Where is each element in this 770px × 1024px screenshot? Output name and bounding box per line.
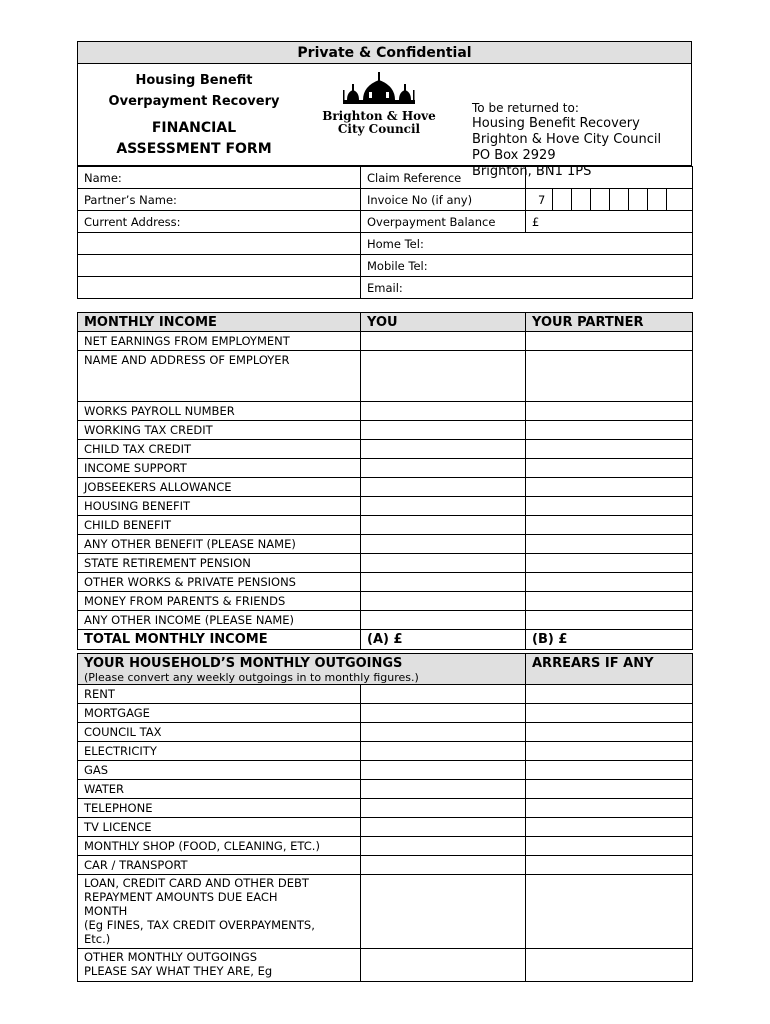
monthly-income-table xyxy=(77,312,693,650)
outgoing-amount-field[interactable] xyxy=(361,742,526,761)
you-amount-field[interactable] xyxy=(361,459,526,478)
claim-reference-label: Claim Reference xyxy=(361,167,526,189)
you-amount-field[interactable] xyxy=(361,535,526,554)
arrears-amount-field[interactable] xyxy=(526,818,693,837)
partner-amount-field[interactable] xyxy=(526,497,693,516)
income-row-label: JOBSEEKERS ALLOWANCE xyxy=(78,478,361,497)
arrears-amount-field[interactable] xyxy=(526,837,693,856)
outgoing-row-label: WATER xyxy=(78,780,361,799)
partner-amount-field[interactable] xyxy=(526,516,693,535)
loan-label-line: LOAN, CREDIT CARD AND OTHER DEBT xyxy=(84,876,309,890)
form-sheet xyxy=(77,41,692,982)
partner-amount-field[interactable] xyxy=(526,535,693,554)
outgoing-row-label: COUNCIL TAX xyxy=(78,723,361,742)
return-label: To be returned to: xyxy=(472,101,579,115)
income-row-label: WORKING TAX CREDIT xyxy=(78,421,361,440)
return-line: PO Box 2929 xyxy=(472,148,556,163)
department-block xyxy=(78,70,310,160)
total-partner-field[interactable]: (B) £ xyxy=(526,630,693,650)
arrears-amount-field[interactable] xyxy=(526,761,693,780)
outgoing-amount-field[interactable] xyxy=(361,949,526,982)
partner-amount-field[interactable] xyxy=(526,421,693,440)
outgoing-row-label: ELECTRICITY xyxy=(78,742,361,761)
income-row-label: INCOME SUPPORT xyxy=(78,459,361,478)
other-label-line: OTHER MONTHLY OUTGOINGS xyxy=(84,950,258,964)
total-you-field[interactable]: (A) £ xyxy=(361,630,526,650)
income-row-label: HOUSING BENEFIT xyxy=(78,497,361,516)
outgoing-row-label: CAR / TRANSPORT xyxy=(78,856,361,875)
outgoing-amount-field[interactable] xyxy=(361,875,526,949)
you-amount-field[interactable] xyxy=(361,332,526,351)
arrears-amount-field[interactable] xyxy=(526,875,693,949)
claimant-details-table xyxy=(77,166,693,299)
pavilion-icon xyxy=(339,70,419,106)
arrears-amount-field[interactable] xyxy=(526,856,693,875)
partner-amount-field[interactable] xyxy=(526,554,693,573)
arrears-header: ARREARS IF ANY xyxy=(526,654,693,685)
council-logo xyxy=(322,70,436,136)
arrears-amount-field[interactable] xyxy=(526,704,693,723)
loan-label-line: Etc.) xyxy=(84,932,111,946)
logo-text-line-1: Brighton & Hove xyxy=(322,109,436,123)
arrears-amount-field[interactable] xyxy=(526,685,693,704)
you-amount-field[interactable] xyxy=(361,516,526,535)
outgoing-amount-field[interactable] xyxy=(361,818,526,837)
address-line-field[interactable] xyxy=(78,233,361,255)
arrears-amount-field[interactable] xyxy=(526,949,693,982)
arrears-amount-field[interactable] xyxy=(526,799,693,818)
income-row-label: CHILD BENEFIT xyxy=(78,516,361,535)
arrears-amount-field[interactable] xyxy=(526,742,693,761)
address-line-field[interactable] xyxy=(78,277,361,299)
invoice-label: Invoice No (if any) xyxy=(361,189,526,211)
you-amount-field[interactable] xyxy=(361,573,526,592)
home-tel-field[interactable]: Home Tel: xyxy=(361,233,693,255)
income-header: MONTHLY INCOME xyxy=(78,313,361,332)
income-row-label: ANY OTHER BENEFIT (PLEASE NAME) xyxy=(78,535,361,554)
outgoing-row-label: MONTHLY SHOP (FOOD, CLEANING, ETC.) xyxy=(78,837,361,856)
income-row-label: STATE RETIREMENT PENSION xyxy=(78,554,361,573)
outgoing-row-label: MORTGAGE xyxy=(78,704,361,723)
email-field[interactable]: Email: xyxy=(361,277,693,299)
outgoing-row-label: TV LICENCE xyxy=(78,818,361,837)
partner-amount-field[interactable] xyxy=(526,592,693,611)
form-title-line-1: FINANCIAL xyxy=(151,120,237,136)
you-header: YOU xyxy=(361,313,526,332)
partner-amount-field[interactable] xyxy=(526,402,693,421)
logo-text-line-2: City Council xyxy=(337,122,421,136)
invoice-digit-box[interactable] xyxy=(572,189,591,210)
address-line-field[interactable] xyxy=(78,255,361,277)
dept-line-2: Overpayment Recovery xyxy=(108,94,280,109)
invoice-digit-box[interactable] xyxy=(648,189,667,210)
income-row-label: OTHER WORKS & PRIVATE PENSIONS xyxy=(78,573,361,592)
outgoing-row-label: RENT xyxy=(78,685,361,704)
invoice-digit-box[interactable] xyxy=(591,189,610,210)
loan-label-line: REPAYMENT AMOUNTS DUE EACH xyxy=(84,890,278,904)
outgoing-amount-field[interactable] xyxy=(361,837,526,856)
you-amount-field[interactable] xyxy=(361,554,526,573)
other-outgoings-label xyxy=(78,949,361,982)
you-amount-field[interactable] xyxy=(361,478,526,497)
partner-amount-field[interactable] xyxy=(526,351,693,402)
invoice-number-boxes[interactable] xyxy=(526,189,693,211)
outgoings-subtitle: (Please convert any weekly outgoings in to monthly figures.) xyxy=(84,671,419,684)
income-row-label: NET EARNINGS FROM EMPLOYMENT xyxy=(78,332,361,351)
mobile-tel-field[interactable]: Mobile Tel: xyxy=(361,255,693,277)
return-line: Brighton & Hove City Council xyxy=(472,132,662,147)
you-amount-field[interactable] xyxy=(361,592,526,611)
income-row-label: MONEY FROM PARENTS & FRIENDS xyxy=(78,592,361,611)
partner-amount-field[interactable] xyxy=(526,332,693,351)
income-row-label: CHILD TAX CREDIT xyxy=(78,440,361,459)
outgoing-amount-field[interactable] xyxy=(361,780,526,799)
you-amount-field[interactable] xyxy=(361,421,526,440)
arrears-amount-field[interactable] xyxy=(526,723,693,742)
income-row-label: ANY OTHER INCOME (PLEASE NAME) xyxy=(78,611,361,630)
banner-table xyxy=(77,41,692,64)
loan-label-line: MONTH xyxy=(84,904,128,918)
outgoing-amount-field[interactable] xyxy=(361,799,526,818)
invoice-prefix: 7 xyxy=(532,189,553,210)
outgoing-amount-field[interactable] xyxy=(361,761,526,780)
form-title-line-2: ASSESSMENT FORM xyxy=(116,141,272,157)
income-row-label: WORKS PAYROLL NUMBER xyxy=(78,402,361,421)
return-line: Brighton, BN1 1PS xyxy=(472,164,592,179)
current-address-field[interactable]: Current Address: xyxy=(78,211,361,233)
monthly-outgoings-table xyxy=(77,653,693,982)
total-income-label: TOTAL MONTHLY INCOME xyxy=(78,630,361,650)
outgoings-header xyxy=(78,654,526,685)
return-address xyxy=(472,100,661,180)
other-label-line: PLEASE SAY WHAT THEY ARE, Eg xyxy=(84,964,273,978)
you-amount-field[interactable] xyxy=(361,402,526,421)
outgoing-row-label: TELEPHONE xyxy=(78,799,361,818)
partner-header: YOUR PARTNER xyxy=(526,313,693,332)
outgoing-amount-field[interactable] xyxy=(361,685,526,704)
income-row-label: NAME AND ADDRESS OF EMPLOYER xyxy=(78,351,361,402)
you-amount-field[interactable] xyxy=(361,497,526,516)
banner-title: Private & Confidential xyxy=(78,42,692,64)
invoice-digit-box[interactable] xyxy=(553,189,572,210)
outgoing-amount-field[interactable] xyxy=(361,723,526,742)
balance-label: Overpayment Balance xyxy=(361,211,526,233)
outgoings-title: YOUR HOUSEHOLD’S MONTHLY OUTGOINGS xyxy=(84,656,403,671)
invoice-digit-box[interactable] xyxy=(610,189,629,210)
return-line: Housing Benefit Recovery xyxy=(472,116,640,131)
partner-name-field[interactable]: Partner’s Name: xyxy=(78,189,361,211)
invoice-digit-box[interactable] xyxy=(667,189,686,210)
partner-amount-field[interactable] xyxy=(526,478,693,497)
arrears-amount-field[interactable] xyxy=(526,780,693,799)
you-amount-field[interactable] xyxy=(361,351,526,402)
loan-label-line: (Eg FINES, TAX CREDIT OVERPAYMENTS, xyxy=(84,918,315,932)
you-amount-field[interactable] xyxy=(361,440,526,459)
partner-amount-field[interactable] xyxy=(526,573,693,592)
dept-line-1: Housing Benefit xyxy=(135,73,253,88)
balance-field[interactable]: £ xyxy=(526,211,693,233)
partner-amount-field[interactable] xyxy=(526,459,693,478)
name-field[interactable]: Name: xyxy=(78,167,361,189)
you-amount-field[interactable] xyxy=(361,611,526,630)
outgoing-row-label: GAS xyxy=(78,761,361,780)
partner-amount-field[interactable] xyxy=(526,611,693,630)
loan-repayments-label xyxy=(78,875,361,949)
outgoing-amount-field[interactable] xyxy=(361,856,526,875)
outgoing-amount-field[interactable] xyxy=(361,704,526,723)
partner-amount-field[interactable] xyxy=(526,440,693,459)
invoice-digit-box[interactable] xyxy=(629,189,648,210)
